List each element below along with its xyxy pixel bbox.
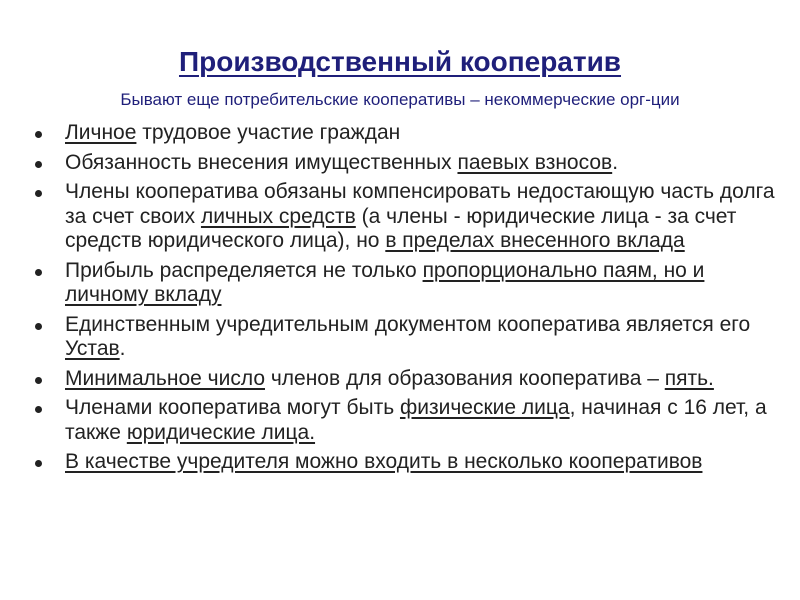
underlined-term: Устав <box>65 337 120 360</box>
underlined-term: личных средств <box>200 204 356 228</box>
slide-subtitle: Бывают еще потребительские кооперативы – некоммерческие орг-ции <box>120 90 680 109</box>
bullet-item <box>33 121 783 146</box>
bullet-dot-icon <box>35 131 42 138</box>
bullet-text: , начиная с 16 лет, а также <box>65 396 767 444</box>
bullet-dot-icon <box>35 323 42 330</box>
bullet-item <box>33 151 783 176</box>
slide-title: Производственный кооператив <box>178 46 622 77</box>
bullet-item <box>33 180 783 254</box>
bullet-item <box>33 313 783 362</box>
bullet-dot-icon <box>35 190 42 197</box>
bullet-dot-icon <box>35 377 42 384</box>
bullet-item <box>33 259 783 308</box>
bullet-dot-icon <box>35 161 42 168</box>
bullet-text: Обязанность внесения имущественных <box>65 150 458 174</box>
bullet-text: (а члены - юридические лица - за счет средств юридического лица), но <box>65 204 737 252</box>
bullet-list <box>33 121 783 480</box>
underlined-term: физические лица <box>399 396 570 419</box>
bullet-text: . <box>612 150 619 174</box>
underlined-term: пять. <box>664 366 714 390</box>
bullet-text: членов для образования кооператива – <box>265 366 665 390</box>
bullet-dot-icon <box>35 269 42 276</box>
underlined-term: юридические лица. <box>126 420 316 444</box>
bullet-text: трудовое участие граждан <box>136 121 401 144</box>
bullet-text: Прибыль распределяется не только <box>65 258 423 282</box>
bullet-dot-icon <box>35 460 42 467</box>
bullet-item <box>33 396 783 445</box>
underlined-term: Личное <box>65 121 137 144</box>
bullet-text: . <box>119 337 126 360</box>
underlined-term: В качестве учредителя можно входить в несколько кооперативов <box>65 450 703 473</box>
underlined-term: пропорционально паям, но и личному вкладу <box>65 258 705 306</box>
bullet-item <box>33 450 783 475</box>
bullet-text: Члены кооператива обязаны компенсировать недостающую часть долга за счет своих <box>65 180 775 228</box>
bullet-text: Членами кооператива могут быть <box>65 396 400 419</box>
underlined-term: паевых взносов <box>457 150 613 174</box>
underlined-term: Минимальное число <box>65 366 265 390</box>
bullet-item <box>33 367 783 392</box>
underlined-term: в пределах внесенного вклада <box>385 229 685 252</box>
bullet-text: Единственным учредительным документом кооператива является его <box>65 312 751 336</box>
bullet-dot-icon <box>35 406 42 413</box>
